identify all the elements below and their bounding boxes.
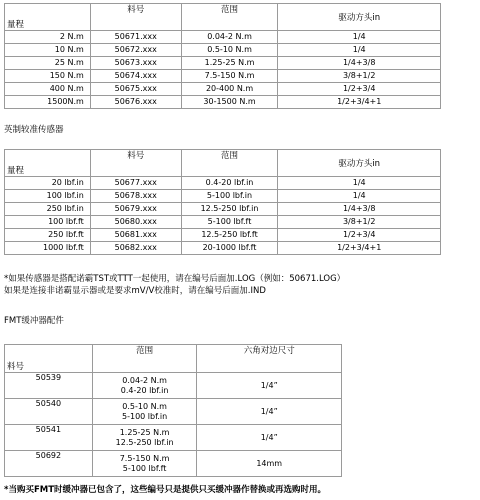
- header-range: 量程: [5, 4, 91, 31]
- table-row: 1000 lbf.ft 50682.xxx 20-1000 lbf.ft 1/2+3/4+1: [5, 242, 441, 255]
- table-row: 250 lbf.in 50679.xxx 12.5-250 lbf.in 1/4+3/8: [5, 203, 441, 216]
- footer-note: *当购买FMT时缓冲器已包含了，这些编号只是提供只买缓冲器作替换或再选购时用。: [4, 485, 327, 495]
- note-line-1: *如果传感器是搭配诺霸TST或TTT一起使用，请在编号后面加.LOG（例如：50671.LOG）: [4, 274, 346, 284]
- table-row: 50540 0.5-10 N.m 5-100 lbf.in 1/4”: [5, 399, 342, 425]
- table-row: 1500N.m 50676.xxx 30-1500 N.m 1/2+3/4+1: [5, 96, 441, 109]
- header-part: 料号: [5, 345, 93, 373]
- header-scope: 范围: [181, 4, 278, 31]
- table-row: 100 lbf.in 50678.xxx 5-100 lbf.in 1/4: [5, 190, 441, 203]
- header-drive: 驱动方头in: [278, 4, 441, 31]
- header-scope: 范围: [92, 345, 197, 373]
- table-row: 50541 1.25-25 N.m 12.5-250 lbf.in 1/4”: [5, 425, 342, 451]
- metric-sensor-table: [4, 3, 441, 109]
- header-scope: 范围: [181, 150, 278, 177]
- table-row: 50692 7.5-150 N.m 5-100 lbf.ft 14mm: [5, 451, 342, 477]
- table-row: 10 N.m 50672.xxx 0.5-10 N.m 1/4: [5, 44, 441, 57]
- table-row: 25 N.m 50673.xxx 1.25-25 N.m 1/4+3/8: [5, 57, 441, 70]
- imperial-section-title: 英制较准传感器: [4, 125, 64, 135]
- table-row: 50539 0.04-2 N.m 0.4-20 lbf.in 1/4”: [5, 373, 342, 399]
- table-row: 250 lbf.ft 50681.xxx 12.5-250 lbf.ft 1/2+3/4: [5, 229, 441, 242]
- header-part: 料号: [90, 150, 181, 177]
- header-range: 量程: [5, 150, 91, 177]
- table-row: 2 N.m 50671.xxx 0.04-2 N.m 1/4: [5, 31, 441, 44]
- header-part: 料号: [90, 4, 181, 31]
- header-drive: 驱动方头in: [278, 150, 441, 177]
- table-row: 100 lbf.ft 50680.xxx 5-100 lbf.ft 3/8+1/2: [5, 216, 441, 229]
- note-line-2: 如果是连接非诺霸显示器或是要求mV/V校准时，请在编号后面加.IND: [4, 286, 266, 296]
- imperial-sensor-table: [4, 149, 441, 255]
- table-row: 400 N.m 50675.xxx 20-400 N.m 1/2+3/4: [5, 83, 441, 96]
- table-row: 150 N.m 50674.xxx 7.5-150 N.m 3/8+1/2: [5, 70, 441, 83]
- buffer-section-title: FMT缓冲器配件: [4, 316, 64, 326]
- table-row: 20 lbf.in 50677.xxx 0.4-20 lbf.in 1/4: [5, 177, 441, 190]
- header-hex: 六角对边尺寸: [197, 345, 342, 373]
- buffer-accessory-table: [4, 344, 342, 477]
